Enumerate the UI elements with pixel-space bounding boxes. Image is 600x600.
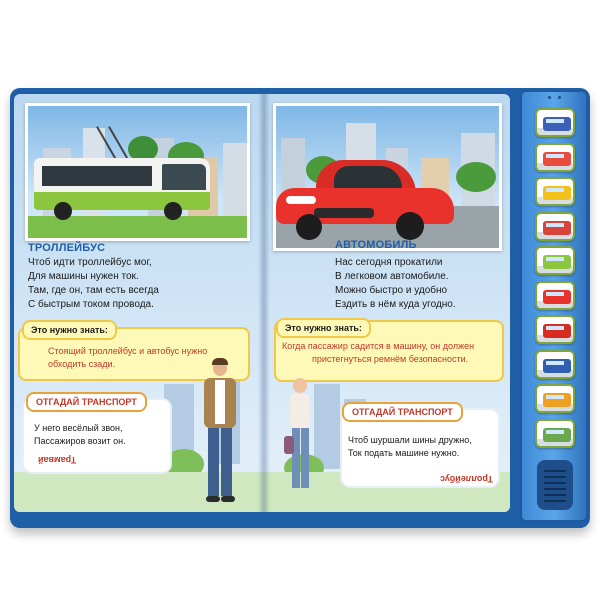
poem-line: Ездить в нём куда угодно.: [335, 299, 456, 310]
sound-button-tram[interactable]: [535, 212, 575, 241]
tram-icon: [543, 221, 571, 235]
sound-button-police-van[interactable]: [535, 108, 575, 137]
riddle-label: ОТГАДАЙ ТРАНСПОРТ: [342, 402, 463, 422]
info-text-line: Стоящий троллейбус и автобус нужно: [48, 346, 208, 356]
car-poem: [335, 256, 456, 312]
info-text: [282, 340, 474, 366]
trolleybus-photo: [25, 103, 250, 241]
dump-truck-icon: [543, 393, 571, 407]
car-vehicle: [276, 160, 456, 240]
car-photo: [273, 103, 502, 251]
riddle-label: ОТГАДАЙ ТРАНСПОРТ: [26, 392, 147, 412]
riddle-answer-upside-down: Троллейбус: [440, 474, 494, 484]
police-car-icon: [543, 359, 571, 373]
poem-line: В легковом автомобиле.: [335, 271, 449, 282]
info-text-line: обходить сзади.: [48, 359, 116, 369]
riddle-text: [348, 434, 472, 460]
sound-button-dump-truck[interactable]: [535, 384, 575, 413]
taxi-icon: [543, 186, 571, 200]
riddle-line: Ток подать машине нужно.: [348, 448, 460, 458]
car-icon: [543, 290, 571, 304]
car-heading: АВТОМОБИЛЬ: [335, 239, 417, 251]
info-label: Это нужно знать:: [276, 318, 371, 338]
poem-line: Чтоб идти троллейбус мог,: [28, 257, 152, 268]
riddle-line: У него весёлый звон,: [34, 423, 123, 433]
info-label: Это нужно знать:: [22, 320, 117, 340]
sound-button-taxi[interactable]: [535, 177, 575, 206]
fire-truck-icon: [543, 324, 571, 338]
police-van-icon: [543, 117, 571, 131]
sound-button-police-car[interactable]: [535, 350, 575, 379]
poem-line: Там, где он, там есть всегда: [28, 285, 159, 296]
poem-line: Нас сегодня прокатили: [335, 257, 443, 268]
sound-button-ambulance[interactable]: [535, 143, 575, 172]
riddle-line: Пассажиров возит он.: [34, 436, 126, 446]
poem-line: С быстрым током провода.: [28, 299, 154, 310]
riddle-line: Чтоб шуршали шины дружно,: [348, 435, 472, 445]
trolleybus-heading: ТРОЛЛЕЙБУС: [28, 242, 106, 254]
ambulance-icon: [543, 152, 571, 166]
poem-line: Для машины нужен ток.: [28, 271, 139, 282]
info-text-line: пристегнуться ремнём безопасности.: [312, 354, 469, 364]
riddle-answer-upside-down: Трамвай: [38, 455, 77, 465]
sound-button-garbage-truck[interactable]: [535, 419, 575, 448]
woman-illustration: [282, 378, 322, 498]
garbage-truck-icon: [543, 428, 571, 442]
panel-hole: [558, 96, 561, 99]
panel-hole: [548, 96, 551, 99]
sound-button-trolleybus[interactable]: [535, 246, 575, 275]
sound-button-car[interactable]: [535, 281, 575, 310]
info-text-line: Когда пассажир садится в машину, он должен: [282, 341, 475, 351]
trolleybus-vehicle: [34, 158, 210, 220]
man-illustration: [198, 360, 242, 510]
riddle-text: [34, 422, 126, 448]
book-spine: [258, 94, 270, 512]
trolleybus-poem: [28, 256, 159, 312]
sound-button-fire-truck[interactable]: [535, 315, 575, 344]
speaker-grille: [537, 460, 573, 510]
trolleybus-icon: [543, 255, 571, 269]
poem-line: Можно быстро и удобно: [335, 285, 448, 296]
info-text: [48, 345, 207, 371]
